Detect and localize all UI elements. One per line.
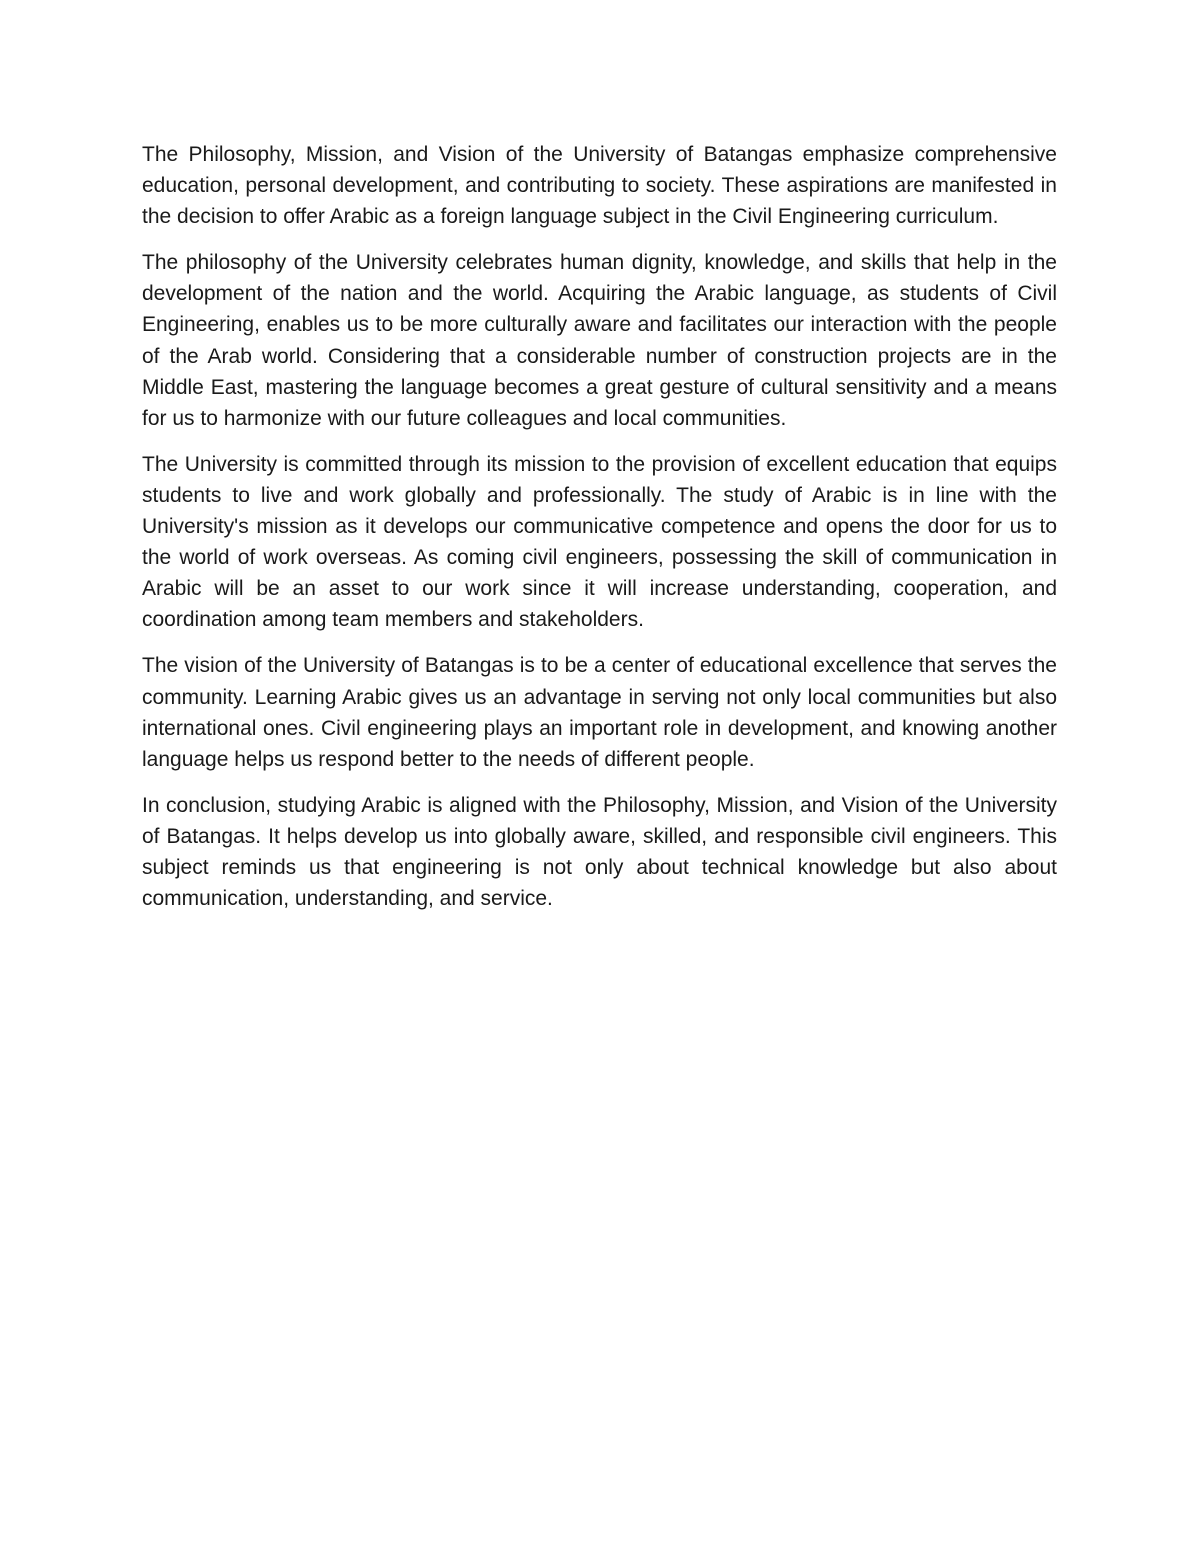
paragraph-introduction: The Philosophy, Mission, and Vision of the University of Batangas emphasize comprehensive education, personal development, and contributing to society. These aspirations are manifested in the decision to offer Arabic as a foreign language subject in the Civil Engineering curriculum. xyxy=(142,143,1057,229)
paragraph-vision: The vision of the University of Batangas is to be a center of educational excellence that serves the community. Learning Arabic gives us an advantage in serving not only local communities but also international ones. Civil engineering plays an important role in development, and knowing another language helps us respond better to the needs of different people. xyxy=(142,654,1057,771)
paragraph-mission: The University is committed through its mission to the provision of excellent education that equips students to live and work globally and professionally. The study of Arabic is in line with the University's mission as it develops our communicative competence and opens the door for us to the world of work overseas. As coming civil engineers, possessing the skill of communication in Arabic will be an asset to our work since it will increase understanding, cooperation, and coordination among team members and stakeholders. xyxy=(142,452,1057,632)
paragraph-conclusion: In conclusion, studying Arabic is aligned with the Philosophy, Mission, and Vision of the University of Batangas. It helps develop us into globally aware, skilled, and responsible civil engineers. This subject reminds us that engineering is not only about technical knowledge but also about communication, understanding, and service. xyxy=(142,793,1057,911)
document-body xyxy=(142,139,1057,929)
paragraph-philosophy: The philosophy of the University celebrates human dignity, knowledge, and skills that help in the development of the nation and the world. Acquiring the Arabic language, as students of Civil Engineering, enables us to be more culturally aware and facilitates our interaction with the people of the Arab world. Considering that a considerable number of construction projects are in the Middle East, mastering the language becomes a great gesture of cultural sensitivity and a means for us to harmonize with our future colleagues and local communities. xyxy=(142,251,1057,430)
